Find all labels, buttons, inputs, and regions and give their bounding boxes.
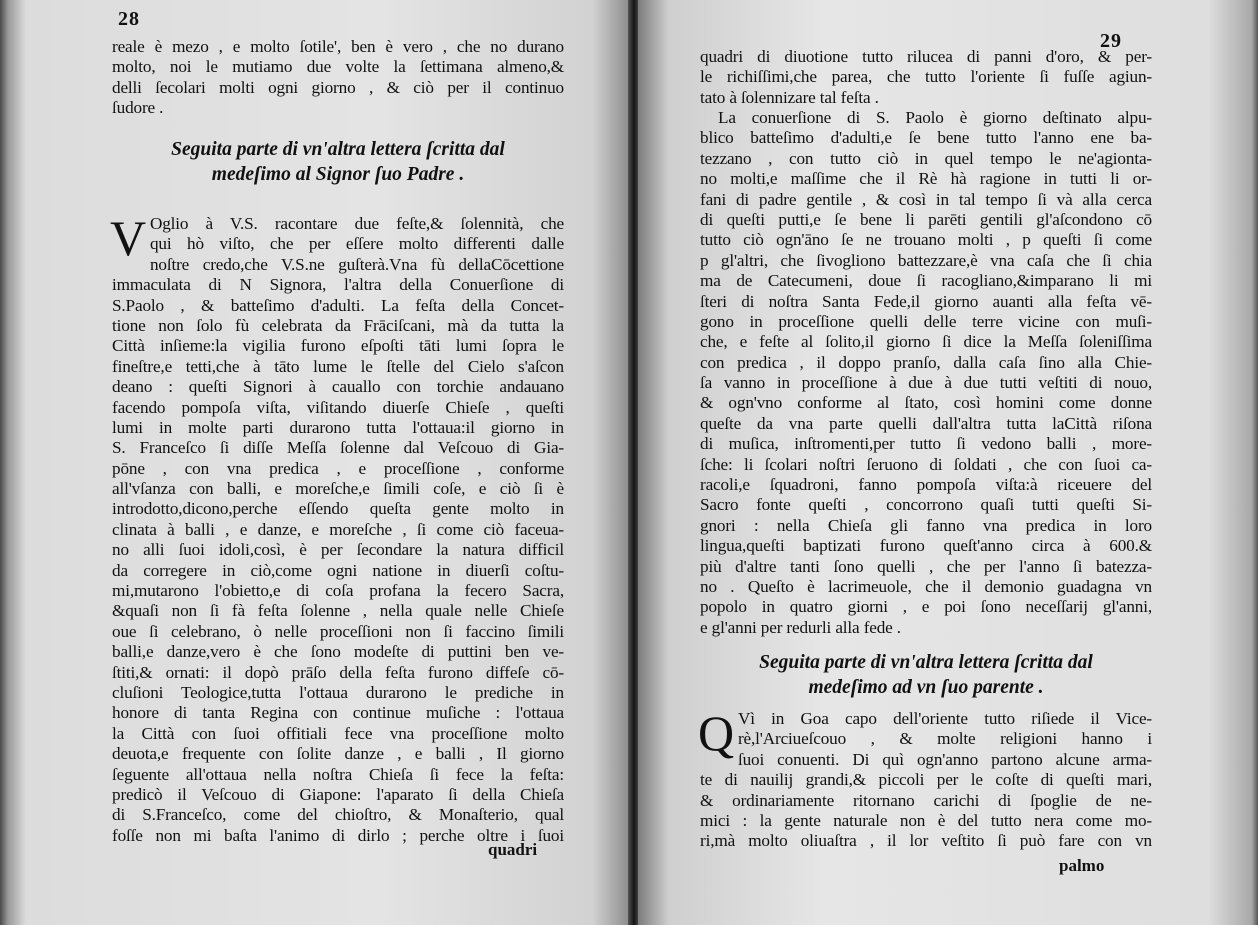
text-line: ma de Catecumeni, doue ſi racogliano,&imparano li mi [700,271,1152,291]
text-line: immaculata di N Signora, l'altra della Conuerſione di [112,275,564,295]
text-line: pōne , con vna predica , e proceſſione , conforme [112,458,564,478]
text-line: le richiſſimi,che parea, che tutto l'oriente ſi fuſſe agiun- [700,67,1152,87]
text-line: mici : la gente naturale non è del tutto nera come mo- [700,810,1152,830]
continued-text-block [700,47,1152,108]
text-line: Città inſieme:la vigilia furono eſpoſti tāti lumi ſopra le [112,336,564,356]
text-line: no molti,e maſſime che il Rè hà ragione in tutti li or- [700,169,1152,189]
catchword: palmo [1059,856,1105,875]
section-heading [112,137,564,187]
text-line: quadri di diuotione tutto rilucea di panni d'oro, & per- [700,47,1152,66]
paragraph [700,108,1152,638]
text-line: Sacro fonte queſti , concorrono quaſi tutti queſti Si- [700,495,1152,515]
text-line: facendo pompoſa viſta, viſitando diuerſe Chieſe , queſti [112,397,564,417]
text-line: & ogn'vno conforme al ſtato, così homini come donne [700,393,1152,413]
text-line: ri,mà molto oliuaſtra , il lor veſtito ſi può fare con vn [700,831,1152,851]
text-line: no alli ſuoi idoli,così, è per ſecondare la natura difficil [112,540,564,560]
heading-line: medeſimo ad vn ſuo parente . [808,677,1044,698]
continued-text-block [112,37,564,119]
text-line: S.Paolo , & batteſimo d'adulti. La feſta della Concet- [112,295,564,315]
drop-cap: Q [698,705,734,761]
text-line: gnori : nella Chieſa gli fanno vna predica in loro [700,515,1152,535]
right-page [638,0,1258,925]
text-line: oue ſi celebrano, ò nelle proceſſioni non ſi faccino ſimili [112,621,564,641]
letter-body [698,705,1152,852]
text-line: mi,mutarono l'obietto,e di coſa profana la fecero Sacra, [112,581,564,601]
text-line: popolo in quatro giorni , e poi ſono neceſſarij gl'anni, [700,597,1152,617]
drop-cap: V [110,210,146,266]
text-line: di muſica, inſtromenti,per tutto ſi vedono balli , more- [700,434,1152,454]
text-line: introdotto,dicono,perche eſſendo queſta gente molto in [112,499,564,519]
text-line: tato à ſolennizare tal feſta . [700,87,879,107]
letter-body [110,210,564,846]
text-line: Oglio à V.S. racontare due feſte,& ſolennità, che [149,214,564,233]
text-line: no . Queſto è lacrimeuole, che il demonio guadagna vn [700,576,1152,596]
text-line: predicò il Veſcouo di Giapone: l'aparato ſi della Chieſa [112,784,564,804]
catchword: quadri [488,840,538,859]
text-line: tione non ſolo fù celebrata da Frāciſcani, mà da tutta la [112,315,564,335]
text-line: reale è mezo , e molto ſotile', ben è vero , che no durano [112,37,564,56]
text-line: Vì in Goa capo dell'oriente tutto riſiede il Vice- [737,709,1152,728]
heading-line: Seguita parte di vn'altra lettera ſcritta dal [759,652,1093,673]
text-line: da corregere in ciò,come ogni natione in diuerſi coſtu- [112,560,564,580]
text-line: & ordinariamente ritornano carichi di ſpoglie de ne- [700,790,1152,810]
text-line: noſtre credo,che V.S.ne guſterà.Vna fù dellaCōcettione [149,254,564,274]
text-line: di queſti putti,e ſe bene li parēti gentili gl'aſcondono cō [700,209,1152,229]
text-line: con predica , il doppo pranſo, dalla caſa ſino alla Chie- [700,352,1152,372]
text-line: deano : queſti Signori à cauallo con torchie andauano [112,377,564,397]
text-line: S. Franceſco ſi diſſe Meſſa ſolenne dal Veſcouo di Gia- [112,438,564,458]
text-line: ſtiti,& ornati: il dopò prāſo della feſta furono diffeſe cō- [112,662,564,682]
text-line: molto, noi le mutiamo due volte la ſettimana almeno,& [112,57,564,77]
section-heading [700,650,1152,700]
text-line: te di nauilij grandi,& piccoli per le coſte di queſti mari, [700,770,1152,790]
text-line: racoli,e ſquadroni, fanno pompoſa viſta:à riceuere del [700,475,1152,495]
page-number: 29 [1100,30,1122,52]
text-line: più d'altre tanti ſono quelli , che per l'anno ſi batezza- [700,556,1152,576]
text-line: queſte da vna parte quelli dall'altra tutta laCittà riſona [700,413,1152,433]
text-line: fineſtre,e tetti,che à tāto lume le ſtelle del Cielo s'aſcon [112,356,564,376]
text-line: rè,l'Arciueſcouo , & molte religioni hanno i [737,729,1152,749]
text-line: lingua,queſti baptizati furono queſt'anno circa à 600.& [700,536,1152,556]
text-line: e gl'anni per redurli alla fede . [700,617,901,637]
text-line: ſudore . [112,98,164,118]
text-line: deuota,e frequente con ſolite danze , e balli , Il giorno [112,744,564,764]
text-line: ſuoi conuenti. Di quì ogn'anno partono alcune arma- [737,749,1152,769]
text-line: lumi in molte parti durarono tutta l'ottaua:il giorno in [112,417,564,437]
page-number: 28 [118,8,140,30]
text-line: fani di padre gentile , & così in tal tempo ſi và alla cerca [700,189,1152,209]
text-line: &quaſi non ſi fà feſta ſolenne , nella quale nelle Chieſe [112,601,564,621]
text-line: ſa vanno in proceſſione à due à due tutti veſtiti di nouo, [700,373,1152,393]
text-line: clinata à balli , e danze, e moreſche , ſi come ciò faceua- [112,519,564,539]
text-line: p gl'altri, che ſivogliono battezzare,è vna caſa che ſi chia [700,250,1152,270]
text-line: blico batteſimo d'adulti,e ſe bene tutto l'anno ene ba- [700,128,1152,148]
text-line: tutto ciò ogn'āno ſe ne trouano molti , p queſti ſi come [700,230,1152,250]
text-line: gono in proceſſione quelli delle terre vicine con muſi- [700,311,1152,331]
heading-line: medeſimo al Signor ſuo Padre . [211,164,465,185]
text-line: ſeguente all'ottaua nella noſtra Chieſa ſi fece la feſta: [112,764,564,784]
heading-line: Seguita parte di vn'altra lettera ſcritta dal [171,139,505,160]
text-line: ſche: li ſcolari noſtri ſeruono di ſoldati , che con ſuoi ca- [700,454,1152,474]
text-line: foſſe non mi baſta l'animo di dirlo ; perche oltre i ſuoi [112,825,564,845]
text-line: all'vſanza con balli, e moreſche,e ſimili coſe, e ciò ſi è [112,479,564,499]
text-line: honore di tanta Regina con continue muſiche : l'ottaua [112,703,564,723]
text-line: di S.Franceſco, come del chioſtro, & Monaſterio, qual [112,805,564,825]
text-line: La conuerſione di S. Paolo è giorno deſtinato alpu- [718,108,1152,127]
text-line: ſteri di noſtra Santa Fede,il giorno auanti alla feſta vē- [700,291,1152,311]
text-line: tezzano , con tutto ciò in quel tempo le ne'agionta- [700,148,1152,168]
text-line: delli ſecolari molti ogni giorno , & ciò per il continuo [112,77,564,97]
text-line: che, e feſte al ſolito,il giorno ſi dice la Meſſa ſoleniſſima [700,332,1152,352]
text-line: qui hò viſto, che per eſſere molto differenti dalle [149,234,564,254]
text-line: la Città con ſuoi offitiali fece vna proceſſione molto [112,723,564,743]
text-line: cluſioni Teologice,tutta l'ottaua durarono le prediche in [112,682,564,702]
text-line: balli,e danze,vero è che ſono modeſte di puttini ben ve- [112,642,564,662]
